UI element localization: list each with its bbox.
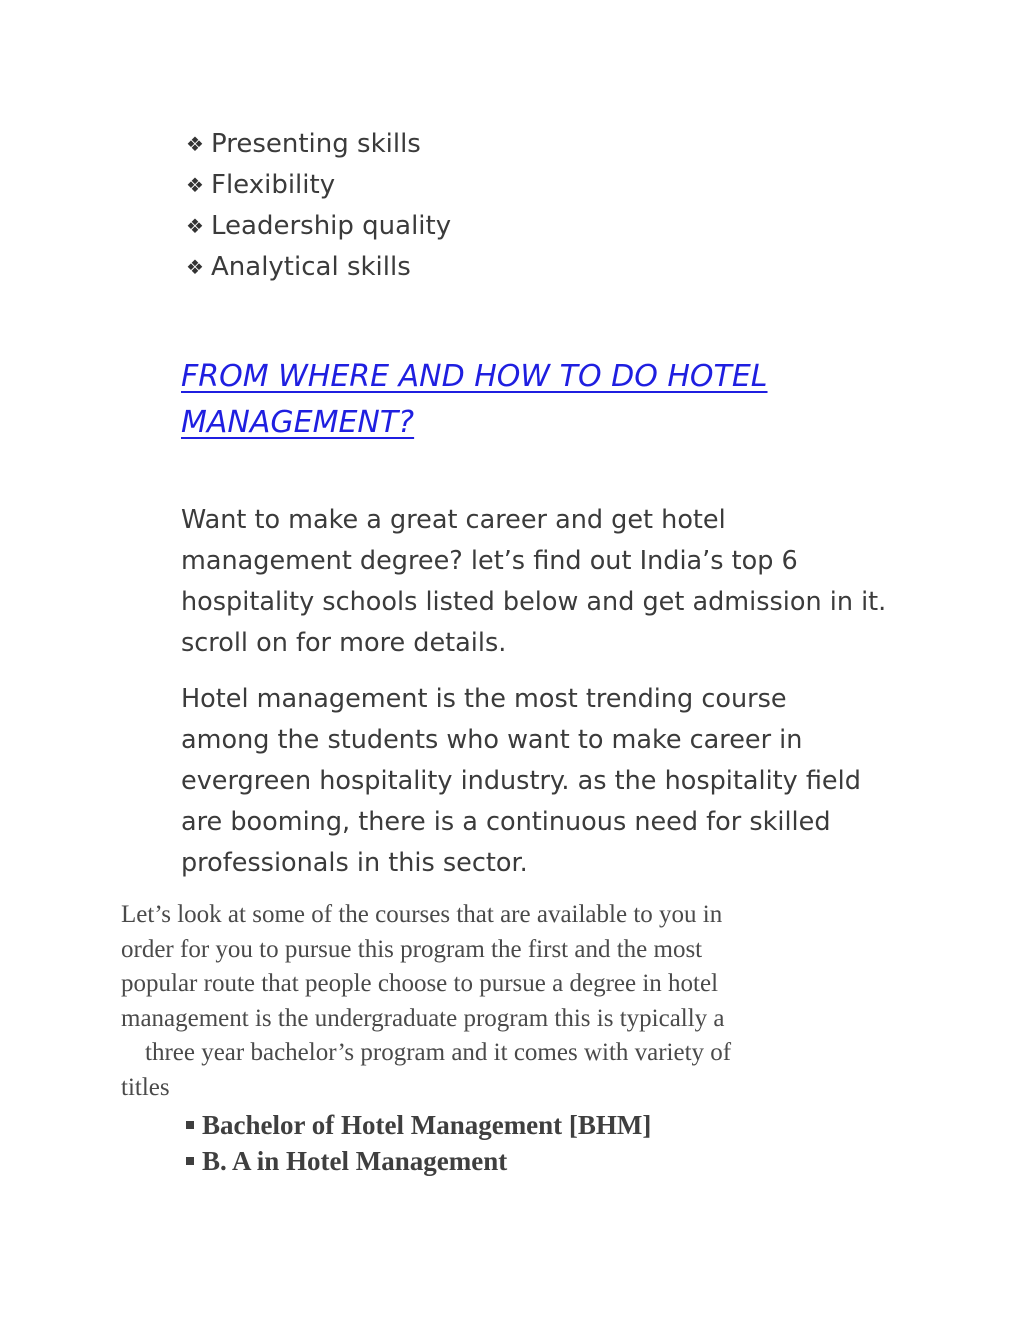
text-line: management is the undergraduate program this is typically a <box>121 1004 725 1032</box>
intro-paragraph: Want to make a great career and get hotel management degree? let’s find out India’s top 6 hospitality schools listed below and get admission in it. scroll on for more details. <box>181 505 887 658</box>
square-bullet-icon <box>186 1157 194 1165</box>
text-line: popular route that people choose to pursue a degree in hotel <box>121 970 719 997</box>
list-item <box>186 206 451 247</box>
text-line: Let’s look at some of the courses that are available to you in <box>121 901 723 928</box>
list-item <box>184 1107 651 1143</box>
heading-line-1: FROM WHERE AND HOW TO DO HOTEL <box>181 359 768 394</box>
skill-label: Analytical skills <box>211 252 411 282</box>
diamond-bullet-icon: ❖ <box>186 255 204 279</box>
degree-label: Bachelor of Hotel Management [BHM] <box>202 1110 652 1140</box>
skills-list <box>186 124 451 288</box>
diamond-bullet-icon: ❖ <box>186 173 204 197</box>
degree-label: B. A in Hotel Management <box>202 1146 508 1176</box>
list-item <box>186 247 451 288</box>
skill-label: Leadership quality <box>211 211 452 241</box>
square-bullet-icon <box>186 1121 194 1129</box>
text-line: order for you to pursue this program the first and the most <box>121 935 703 963</box>
list-item <box>186 165 451 206</box>
skill-label: Flexibility <box>211 170 336 200</box>
text-line: titles <box>121 1073 170 1101</box>
text-line: three year bachelor’s program and it comes with variety of <box>145 1039 732 1066</box>
diamond-bullet-icon: ❖ <box>186 132 204 156</box>
list-item <box>184 1143 651 1179</box>
degrees-list <box>184 1107 651 1179</box>
section-heading <box>181 354 881 446</box>
courses-paragraph <box>121 898 861 1105</box>
heading-line-2: MANAGEMENT? <box>181 405 415 440</box>
description-paragraph: Hotel management is the most trending course among the students who want to make career in evergreen hospitality industry. as the hospitality field are booming, there is a continuous need for skilled professionals in this sector. <box>181 684 861 878</box>
skill-label: Presenting skills <box>211 129 421 159</box>
list-item <box>186 124 451 165</box>
diamond-bullet-icon: ❖ <box>186 214 204 238</box>
